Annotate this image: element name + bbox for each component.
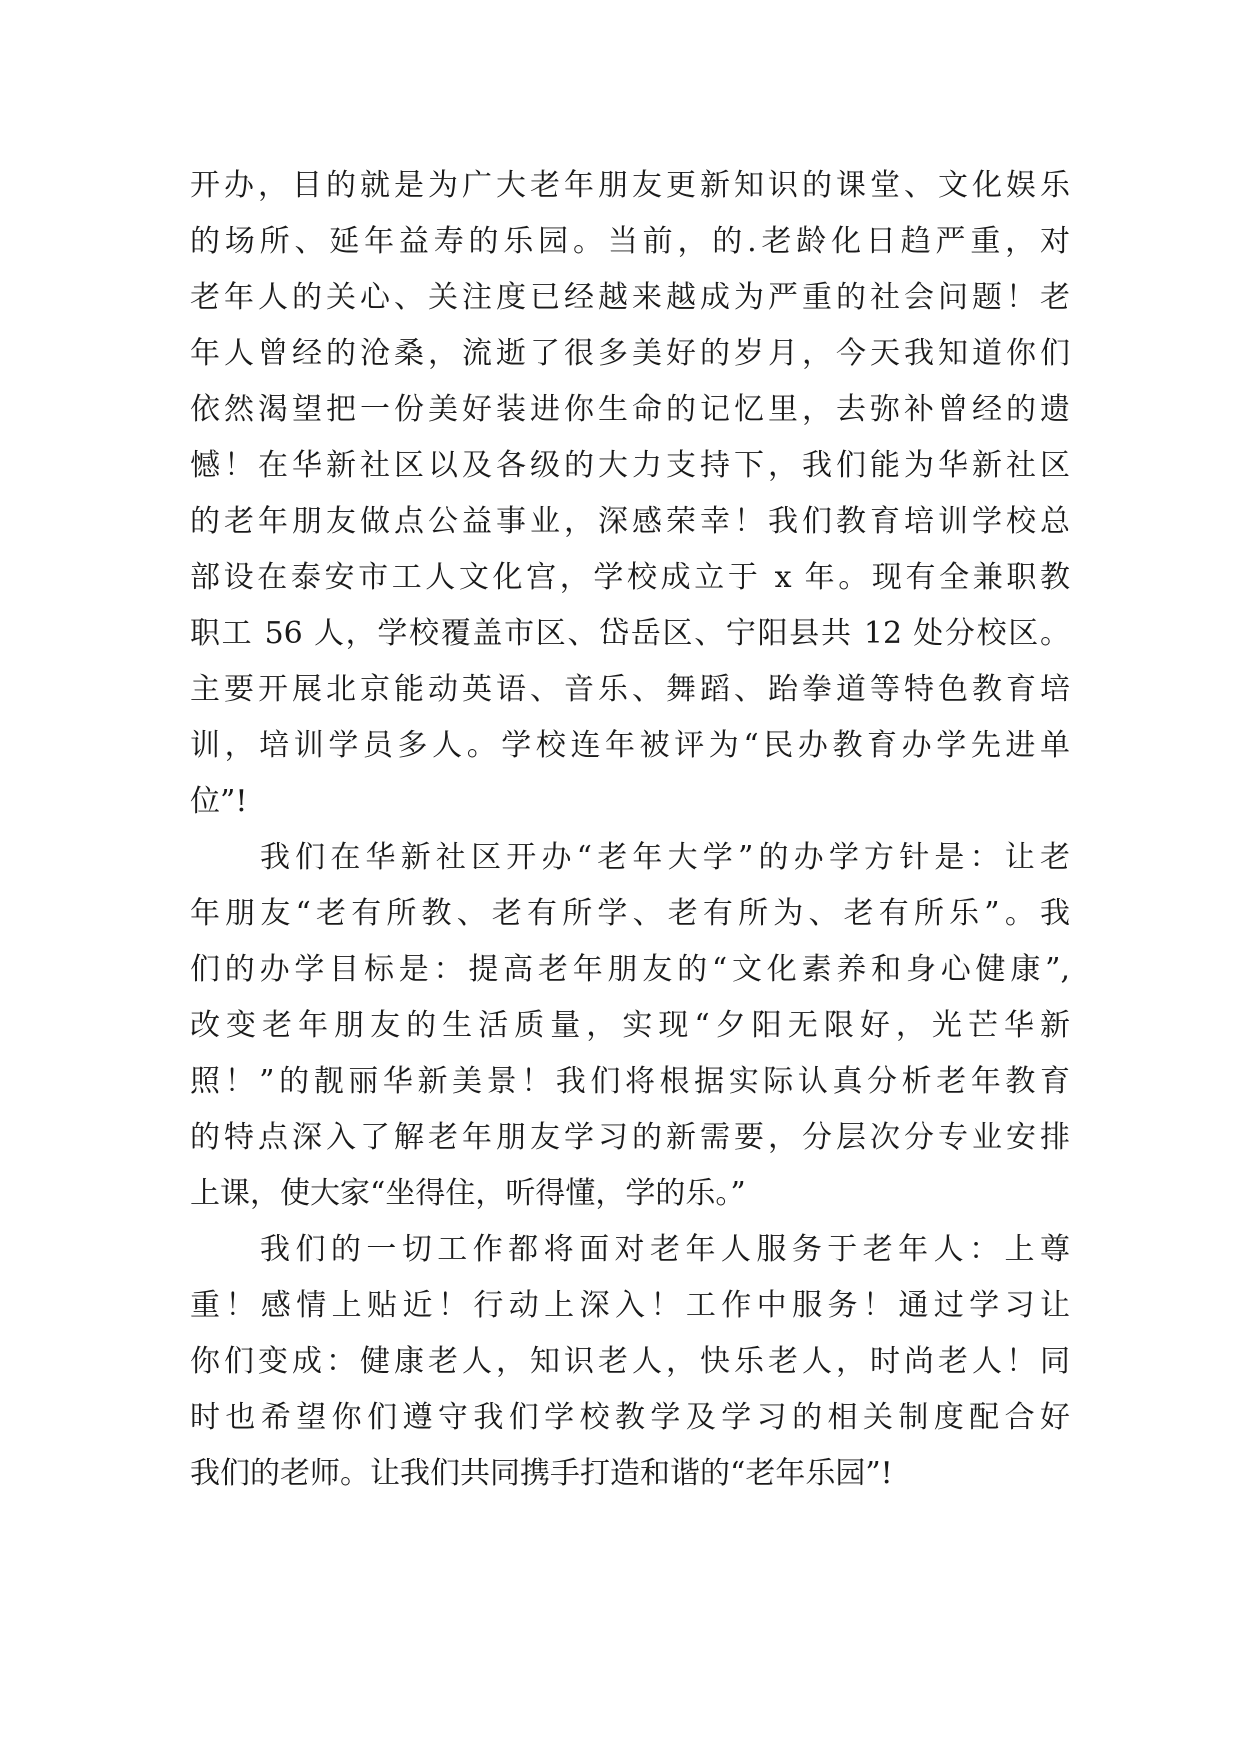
text-line: 依然渴望把一份美好装进你生命的记忆里，去弥补曾经的遗	[190, 392, 1070, 427]
text-line: 职工 56 人，学校覆盖市区、岱岳区、宁阳县共 12 处分校区。	[190, 616, 1070, 651]
text-line: 年朋友“老有所教、老有所学、老有所为、老有所乐”。我	[190, 896, 1070, 931]
text-line: 训，培训学员多人。学校连年被评为“民办教育办学先进单	[190, 728, 1070, 763]
text-line: 们的办学目标是：提高老年朋友的“文化素养和身心健康”,	[190, 952, 1070, 987]
text-line: 改变老年朋友的生活质量，实现“夕阳无限好，光芒华新	[190, 1008, 1070, 1043]
text-line: 年人曾经的沧桑，流逝了很多美好的岁月，今天我知道你们	[190, 336, 1070, 371]
text-line: 的老年朋友做点公益事业，深感荣幸！我们教育培训学校总	[190, 504, 1070, 539]
text-line: 照！”的靓丽华新美景！我们将根据实际认真分析老年教育	[190, 1064, 1070, 1099]
document-body	[190, 158, 1070, 1502]
text-line: 我们在华新社区开办“老年大学”的办学方针是：让老	[260, 840, 1070, 875]
text-line: 憾！在华新社区以及各级的大力支持下，我们能为华新社区	[190, 448, 1070, 483]
text-line: 的场所、延年益寿的乐园。当前，的.老龄化日趋严重，对	[190, 224, 1070, 259]
paragraph-service-commitment	[190, 1222, 1070, 1502]
paragraph-school-policy	[190, 830, 1070, 1222]
text-line: 上课，使大家“坐得住，听得懂，学的乐。”	[190, 1176, 746, 1211]
paragraph-school-intro	[190, 158, 1070, 830]
text-line: 的特点深入了解老年朋友学习的新需要，分层次分专业安排	[190, 1120, 1070, 1155]
text-line: 时也希望你们遵守我们学校教学及学习的相关制度配合好	[190, 1400, 1070, 1435]
text-line: 部设在泰安市工人文化宫，学校成立于 x 年。现有全兼职教	[190, 560, 1070, 595]
text-line: 你们变成：健康老人，知识老人，快乐老人，时尚老人！同	[190, 1344, 1070, 1379]
text-line: 我们的一切工作都将面对老年人服务于老年人：上尊	[260, 1232, 1070, 1267]
text-line: 主要开展北京能动英语、音乐、舞蹈、跆拳道等特色教育培	[190, 672, 1070, 707]
text-line: 老年人的关心、关注度已经越来越成为严重的社会问题！老	[190, 280, 1070, 315]
text-line: 重！感情上贴近！行动上深入！工作中服务！通过学习让	[190, 1288, 1070, 1323]
text-line: 我们的老师。让我们共同携手打造和谐的“老年乐园”!	[190, 1456, 893, 1491]
text-line: 开办，目的就是为广大老年朋友更新知识的课堂、文化娱乐	[190, 168, 1070, 203]
text-line: 位”!	[190, 784, 248, 819]
